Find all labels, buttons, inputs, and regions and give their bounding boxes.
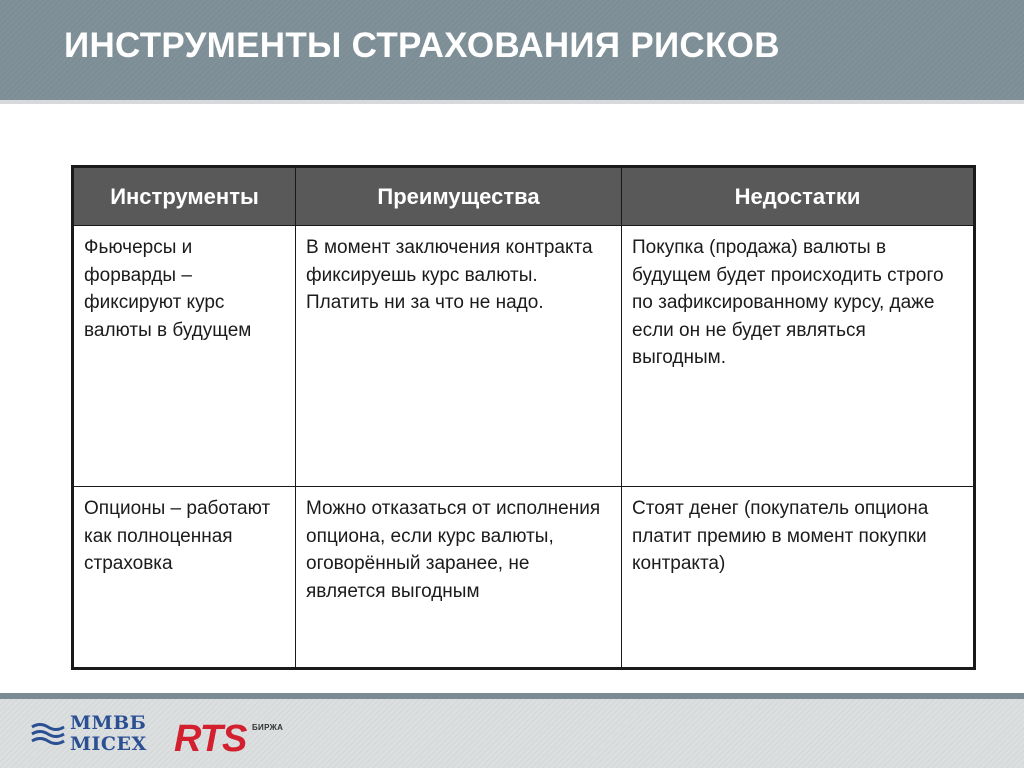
cell-instrument: Фьючерсы и форварды – фиксируют курс валюты в будущем bbox=[73, 226, 296, 487]
table-row bbox=[73, 226, 975, 487]
risk-instruments-table bbox=[71, 165, 976, 670]
cell-instrument: Опционы – работают как полноценная страховка bbox=[73, 487, 296, 669]
table-header-row bbox=[73, 167, 975, 226]
slide-title: ИНСТРУМЕНТЫ СТРАХОВАНИЯ РИСКОВ bbox=[64, 26, 780, 65]
slide-header bbox=[0, 0, 1024, 104]
cell-advantage: Можно отказаться от исполнения опциона, если курс валюты, оговорённый заранее, не является выгодным bbox=[296, 487, 622, 669]
table-row bbox=[73, 487, 975, 669]
micex-logo-text-ru: ММВБ bbox=[70, 712, 147, 734]
column-header-disadvantages: Недостатки bbox=[622, 167, 975, 226]
cell-disadvantage: Покупка (продажа) валюты в будущем будет происходить строго по зафиксированному курсу, даже если он не будет являться выгодным. bbox=[622, 226, 975, 487]
rts-logo-text: RTS bbox=[174, 718, 247, 760]
column-header-advantages: Преимущества bbox=[296, 167, 622, 226]
column-header-instruments: Инструменты bbox=[73, 167, 296, 226]
micex-logo bbox=[30, 713, 160, 759]
slide-footer bbox=[0, 699, 1024, 768]
micex-logo-text-en: MICEX bbox=[70, 733, 147, 755]
rts-logo-subtitle: БИРЖА bbox=[252, 723, 284, 732]
cell-disadvantage: Стоят денег (покупатель опциона платит премию в момент покупки контракта) bbox=[622, 487, 975, 669]
cell-advantage: В момент заключения контракта фиксируешь курс валюты. Платить ни за что не надо. bbox=[296, 226, 622, 487]
micex-wave-icon bbox=[30, 721, 66, 747]
